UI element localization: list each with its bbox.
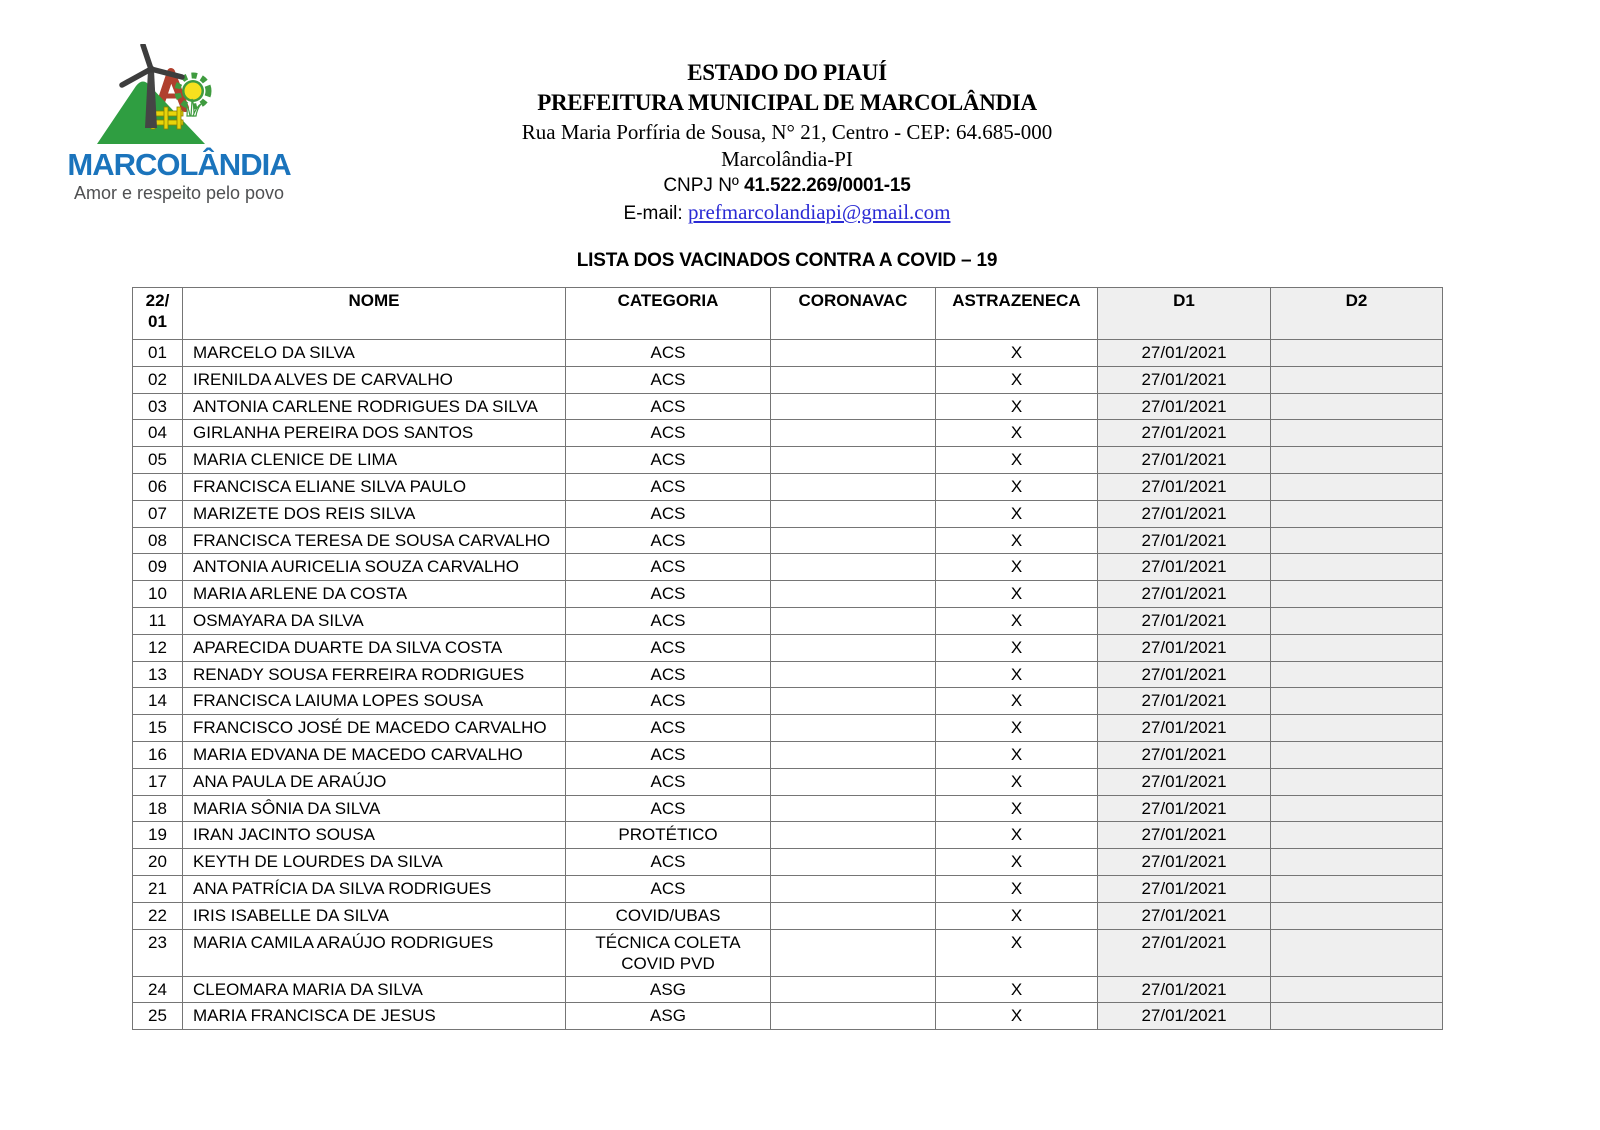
d1-date-cell: 27/01/2021 (1098, 849, 1271, 876)
coronavac-cell (771, 715, 936, 742)
category-cell: ACS (566, 607, 771, 634)
column-header-astrazeneca: ASTRAZENECA (936, 288, 1098, 340)
category-cell: ACS (566, 420, 771, 447)
name-cell: APARECIDA DUARTE DA SILVA COSTA (183, 634, 566, 661)
table-row (133, 634, 1443, 661)
coronavac-cell (771, 902, 936, 929)
row-number-cell: 17 (133, 768, 183, 795)
astrazeneca-cell: X (936, 473, 1098, 500)
coronavac-cell (771, 393, 936, 420)
d1-date-cell: 27/01/2021 (1098, 902, 1271, 929)
logo-tagline: Amor e respeito pelo povo (73, 183, 285, 203)
coronavac-cell (771, 688, 936, 715)
d2-date-cell (1271, 688, 1443, 715)
letterhead (132, 58, 1442, 228)
email-label: E-mail: (623, 203, 688, 224)
astrazeneca-cell: X (936, 795, 1098, 822)
row-number-cell: 02 (133, 366, 183, 393)
d2-date-cell (1271, 929, 1443, 976)
d2-date-cell (1271, 849, 1443, 876)
row-number-cell: 08 (133, 527, 183, 554)
d1-date-cell: 27/01/2021 (1098, 581, 1271, 608)
row-number-cell: 13 (133, 661, 183, 688)
category-cell: TÉCNICA COLETA COVID PVD (566, 929, 771, 976)
astrazeneca-cell: X (936, 420, 1098, 447)
name-cell: MARIA FRANCISCA DE JESUS (183, 1003, 566, 1030)
category-cell: ACS (566, 634, 771, 661)
column-header-nome: NOME (183, 288, 566, 340)
name-cell: RENADY SOUSA FERREIRA RODRIGUES (183, 661, 566, 688)
d2-date-cell (1271, 741, 1443, 768)
vaccination-table-body (133, 340, 1443, 1030)
d2-date-cell (1271, 473, 1443, 500)
astrazeneca-cell: X (936, 688, 1098, 715)
email-line (132, 198, 1442, 228)
coronavac-cell (771, 473, 936, 500)
name-cell: IRAN JACINTO SOUSA (183, 822, 566, 849)
coronavac-cell (771, 527, 936, 554)
d2-date-cell (1271, 340, 1443, 367)
vaccination-table (132, 287, 1443, 1030)
d1-date-cell: 27/01/2021 (1098, 929, 1271, 976)
astrazeneca-cell: X (936, 741, 1098, 768)
name-cell: GIRLANHA PEREIRA DOS SANTOS (183, 420, 566, 447)
cnpj-value: 41.522.269/0001-15 (744, 175, 911, 196)
cnpj-label: CNPJ Nº (663, 175, 745, 196)
table-row (133, 768, 1443, 795)
coronavac-cell (771, 1003, 936, 1030)
d2-date-cell (1271, 500, 1443, 527)
category-cell: PROTÉTICO (566, 822, 771, 849)
table-row (133, 527, 1443, 554)
astrazeneca-cell: X (936, 366, 1098, 393)
table-row (133, 688, 1443, 715)
name-cell: ANTONIA AURICELIA SOUZA CARVALHO (183, 554, 566, 581)
category-cell: ACS (566, 473, 771, 500)
table-row (133, 902, 1443, 929)
category-cell: ACS (566, 554, 771, 581)
d1-date-cell: 27/01/2021 (1098, 420, 1271, 447)
d2-date-cell (1271, 554, 1443, 581)
coronavac-cell (771, 500, 936, 527)
d1-date-cell: 27/01/2021 (1098, 875, 1271, 902)
d1-date-cell: 27/01/2021 (1098, 661, 1271, 688)
table-row (133, 607, 1443, 634)
d1-date-cell: 27/01/2021 (1098, 554, 1271, 581)
table-row (133, 822, 1443, 849)
d1-date-cell: 27/01/2021 (1098, 473, 1271, 500)
category-cell: ACS (566, 715, 771, 742)
d1-date-cell: 27/01/2021 (1098, 976, 1271, 1003)
table-row (133, 420, 1443, 447)
name-cell: FRANCISCA LAIUMA LOPES SOUSA (183, 688, 566, 715)
d1-date-cell: 27/01/2021 (1098, 366, 1271, 393)
d2-date-cell (1271, 527, 1443, 554)
d2-date-cell (1271, 1003, 1443, 1030)
row-number-cell: 07 (133, 500, 183, 527)
name-cell: KEYTH DE LOURDES DA SILVA (183, 849, 566, 876)
astrazeneca-cell: X (936, 393, 1098, 420)
column-header-date: 22/ 01 (133, 288, 183, 340)
name-cell: ANA PAULA DE ARAÚJO (183, 768, 566, 795)
table-row (133, 581, 1443, 608)
row-number-cell: 09 (133, 554, 183, 581)
row-number-cell: 18 (133, 795, 183, 822)
category-cell: ACS (566, 500, 771, 527)
category-cell: COVID/UBAS (566, 902, 771, 929)
table-row (133, 795, 1443, 822)
astrazeneca-cell: X (936, 715, 1098, 742)
row-number-cell: 04 (133, 420, 183, 447)
astrazeneca-cell: X (936, 554, 1098, 581)
row-number-cell: 12 (133, 634, 183, 661)
table-row (133, 500, 1443, 527)
astrazeneca-cell: X (936, 929, 1098, 976)
table-row (133, 875, 1443, 902)
row-number-cell: 06 (133, 473, 183, 500)
d2-date-cell (1271, 420, 1443, 447)
name-cell: FRANCISCA ELIANE SILVA PAULO (183, 473, 566, 500)
table-row (133, 929, 1443, 976)
d2-date-cell (1271, 822, 1443, 849)
address-line: Rua Maria Porfíria de Sousa, N° 21, Centro - CEP: 64.685-000 (521, 120, 1053, 144)
row-number-cell: 21 (133, 875, 183, 902)
table-row (133, 741, 1443, 768)
name-cell: IRENILDA ALVES DE CARVALHO (183, 366, 566, 393)
astrazeneca-cell: X (936, 634, 1098, 661)
d1-date-cell: 27/01/2021 (1098, 795, 1271, 822)
table-row (133, 393, 1443, 420)
d1-date-cell: 27/01/2021 (1098, 822, 1271, 849)
cnpj-line (132, 173, 1442, 198)
category-cell: ACS (566, 447, 771, 474)
table-header (133, 288, 1443, 340)
row-number-cell: 19 (133, 822, 183, 849)
d2-date-cell (1271, 634, 1443, 661)
row-number-cell: 14 (133, 688, 183, 715)
name-cell: MARIZETE DOS REIS SILVA (183, 500, 566, 527)
coronavac-cell (771, 581, 936, 608)
d2-date-cell (1271, 976, 1443, 1003)
category-cell: ASG (566, 976, 771, 1003)
name-cell: CLEOMARA MARIA DA SILVA (183, 976, 566, 1003)
coronavac-cell (771, 768, 936, 795)
category-cell: ACS (566, 688, 771, 715)
d2-date-cell (1271, 661, 1443, 688)
category-cell: ACS (566, 393, 771, 420)
coronavac-cell (771, 607, 936, 634)
name-cell: FRANCISCA TERESA DE SOUSA CARVALHO (183, 527, 566, 554)
row-number-cell: 11 (133, 607, 183, 634)
category-cell: ACS (566, 741, 771, 768)
column-header-d1: D1 (1098, 288, 1271, 340)
category-cell: ACS (566, 340, 771, 367)
astrazeneca-cell: X (936, 902, 1098, 929)
row-number-cell: 24 (133, 976, 183, 1003)
category-cell: ACS (566, 768, 771, 795)
coronavac-cell (771, 795, 936, 822)
d1-date-cell: 27/01/2021 (1098, 393, 1271, 420)
name-cell: MARIA CAMILA ARAÚJO RODRIGUES (183, 929, 566, 976)
astrazeneca-cell: X (936, 768, 1098, 795)
coronavac-cell (771, 554, 936, 581)
coronavac-cell (771, 822, 936, 849)
table-row (133, 447, 1443, 474)
coronavac-cell (771, 661, 936, 688)
city-line: Marcolândia-PI (721, 147, 853, 171)
column-header-d2: D2 (1271, 288, 1443, 340)
name-cell: MARCELO DA SILVA (183, 340, 566, 367)
d2-date-cell (1271, 902, 1443, 929)
name-cell: ANTONIA CARLENE RODRIGUES DA SILVA (183, 393, 566, 420)
row-number-cell: 25 (133, 1003, 183, 1030)
table-row (133, 849, 1443, 876)
d1-date-cell: 27/01/2021 (1098, 634, 1271, 661)
d1-date-cell: 27/01/2021 (1098, 715, 1271, 742)
name-cell: MARIA SÔNIA DA SILVA (183, 795, 566, 822)
d1-date-cell: 27/01/2021 (1098, 447, 1271, 474)
coronavac-cell (771, 420, 936, 447)
row-number-cell: 05 (133, 447, 183, 474)
state-name: ESTADO DO PIAUÍ (687, 60, 887, 85)
name-cell: MARIA ARLENE DA COSTA (183, 581, 566, 608)
email-link[interactable]: prefmarcolandiapi@gmail.com (687, 200, 951, 224)
table-header-row (133, 288, 1443, 340)
name-cell: IRIS ISABELLE DA SILVA (183, 902, 566, 929)
name-cell: OSMAYARA DA SILVA (183, 607, 566, 634)
name-cell: MARIA CLENICE DE LIMA (183, 447, 566, 474)
astrazeneca-cell: X (936, 500, 1098, 527)
coronavac-cell (771, 634, 936, 661)
row-number-cell: 22 (133, 902, 183, 929)
astrazeneca-cell: X (936, 1003, 1098, 1030)
d2-date-cell (1271, 795, 1443, 822)
d2-date-cell (1271, 393, 1443, 420)
d2-date-cell (1271, 768, 1443, 795)
coronavac-cell (771, 976, 936, 1003)
category-cell: ASG (566, 1003, 771, 1030)
name-cell: FRANCISCO JOSÉ DE MACEDO CARVALHO (183, 715, 566, 742)
row-number-cell: 10 (133, 581, 183, 608)
d1-date-cell: 27/01/2021 (1098, 340, 1271, 367)
coronavac-cell (771, 366, 936, 393)
table-row (133, 661, 1443, 688)
category-cell: ACS (566, 795, 771, 822)
d2-date-cell (1271, 447, 1443, 474)
name-cell: MARIA EDVANA DE MACEDO CARVALHO (183, 741, 566, 768)
astrazeneca-cell: X (936, 976, 1098, 1003)
d2-date-cell (1271, 875, 1443, 902)
d1-date-cell: 27/01/2021 (1098, 688, 1271, 715)
coronavac-cell (771, 849, 936, 876)
category-cell: ACS (566, 527, 771, 554)
astrazeneca-cell: X (936, 607, 1098, 634)
coronavac-cell (771, 741, 936, 768)
astrazeneca-cell: X (936, 849, 1098, 876)
municipality-name: PREFEITURA MUNICIPAL DE MARCOLÂNDIA (537, 90, 1037, 115)
d2-date-cell (1271, 366, 1443, 393)
column-header-coronavac: CORONAVAC (771, 288, 936, 340)
table-row (133, 976, 1443, 1003)
row-number-cell: 23 (133, 929, 183, 976)
d1-date-cell: 27/01/2021 (1098, 527, 1271, 554)
table-row (133, 1003, 1443, 1030)
astrazeneca-cell: X (936, 661, 1098, 688)
row-number-cell: 01 (133, 340, 183, 367)
d1-date-cell: 27/01/2021 (1098, 607, 1271, 634)
category-cell: ACS (566, 581, 771, 608)
row-number-cell: 20 (133, 849, 183, 876)
logo-wordmark: MARCOLÂNDIA (67, 147, 291, 182)
coronavac-cell (771, 929, 936, 976)
document-title: LISTA DOS VACINADOS CONTRA A COVID – 19 (576, 250, 998, 271)
row-number-cell: 16 (133, 741, 183, 768)
row-number-cell: 03 (133, 393, 183, 420)
d1-date-cell: 27/01/2021 (1098, 500, 1271, 527)
table-row (133, 340, 1443, 367)
astrazeneca-cell: X (936, 527, 1098, 554)
d1-date-cell: 27/01/2021 (1098, 768, 1271, 795)
category-cell: ACS (566, 661, 771, 688)
d1-date-cell: 27/01/2021 (1098, 1003, 1271, 1030)
coronavac-cell (771, 875, 936, 902)
coronavac-cell (771, 340, 936, 367)
table-row (133, 554, 1443, 581)
d2-date-cell (1271, 607, 1443, 634)
astrazeneca-cell: X (936, 581, 1098, 608)
astrazeneca-cell: X (936, 447, 1098, 474)
column-header-categoria: CATEGORIA (566, 288, 771, 340)
category-cell: ACS (566, 366, 771, 393)
table-row (133, 366, 1443, 393)
d2-date-cell (1271, 715, 1443, 742)
table-row (133, 473, 1443, 500)
astrazeneca-cell: X (936, 822, 1098, 849)
d1-date-cell: 27/01/2021 (1098, 741, 1271, 768)
row-number-cell: 15 (133, 715, 183, 742)
astrazeneca-cell: X (936, 340, 1098, 367)
astrazeneca-cell: X (936, 875, 1098, 902)
table-row (133, 715, 1443, 742)
d2-date-cell (1271, 581, 1443, 608)
name-cell: ANA PATRÍCIA DA SILVA RODRIGUES (183, 875, 566, 902)
coronavac-cell (771, 447, 936, 474)
category-cell: ACS (566, 849, 771, 876)
category-cell: ACS (566, 875, 771, 902)
